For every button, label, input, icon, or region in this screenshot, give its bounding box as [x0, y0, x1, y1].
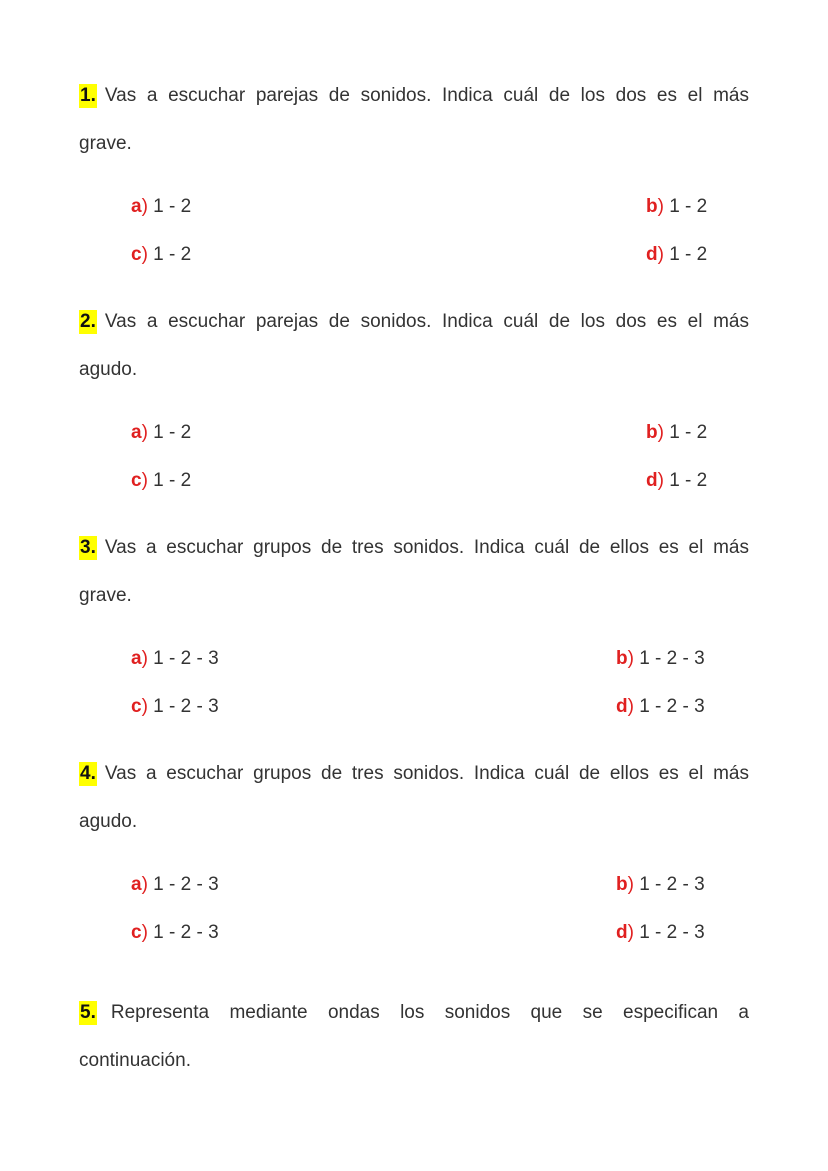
option-4d	[616, 921, 705, 945]
option-letter: a	[131, 648, 142, 669]
option-text: 1 - 2	[147, 422, 192, 443]
option-letter: b	[616, 874, 628, 895]
option-paren: )	[141, 696, 148, 717]
option-letter: a	[131, 196, 142, 217]
option-4a	[131, 873, 219, 897]
option-text: 1 - 2	[663, 470, 708, 491]
option-2b	[646, 421, 707, 445]
option-text: 1 - 2	[663, 422, 708, 443]
option-paren: )	[657, 244, 664, 265]
option-text: 1 - 2	[663, 244, 708, 265]
question-2-line1	[79, 310, 749, 334]
option-text: 1 - 2	[663, 196, 708, 217]
question-5	[79, 1001, 749, 1073]
option-text: 1 - 2 - 3	[633, 648, 705, 669]
question-number: 3.	[80, 537, 96, 558]
option-4c	[131, 921, 219, 945]
option-3d	[616, 695, 705, 719]
option-letter: d	[616, 696, 628, 717]
option-paren: )	[141, 470, 148, 491]
question-number: 1.	[80, 85, 96, 106]
question-text: Representa mediante ondas los sonidos que se especifican a	[110, 1002, 749, 1023]
question-2	[79, 310, 749, 382]
question-2-line2: agudo.	[79, 359, 138, 380]
question-3-line2: grave.	[79, 585, 132, 606]
option-3c	[131, 695, 219, 719]
option-letter: d	[616, 922, 628, 943]
option-paren: )	[657, 470, 664, 491]
question-3-line1	[79, 536, 749, 560]
option-1b	[646, 195, 707, 219]
option-paren: )	[141, 244, 148, 265]
option-paren: )	[627, 874, 634, 895]
option-4b	[616, 873, 705, 897]
option-text: 1 - 2 - 3	[147, 648, 219, 669]
question-5-line2: continuación.	[79, 1050, 191, 1071]
option-text: 1 - 2 - 3	[147, 874, 219, 895]
option-paren: )	[657, 196, 664, 217]
option-3b	[616, 647, 705, 671]
option-paren: )	[141, 648, 148, 669]
option-letter: c	[131, 696, 142, 717]
question-5-line1	[79, 1001, 749, 1025]
option-text: 1 - 2 - 3	[633, 696, 705, 717]
option-text: 1 - 2 - 3	[633, 922, 705, 943]
option-text: 1 - 2 - 3	[633, 874, 705, 895]
option-1a	[131, 195, 191, 219]
question-text: Vas a escuchar parejas de sonidos. Indica cuál de los dos es el más	[104, 85, 749, 106]
question-4-line1	[79, 762, 749, 786]
option-text: 1 - 2	[147, 196, 192, 217]
question-4-line2: agudo.	[79, 811, 138, 832]
option-text: 1 - 2	[147, 470, 192, 491]
option-letter: b	[646, 422, 658, 443]
question-number: 2.	[80, 311, 96, 332]
question-1	[79, 84, 749, 156]
option-paren: )	[627, 922, 634, 943]
option-paren: )	[141, 874, 148, 895]
option-text: 1 - 2	[147, 244, 192, 265]
option-paren: )	[141, 196, 148, 217]
question-4	[79, 762, 749, 834]
option-text: 1 - 2 - 3	[147, 696, 219, 717]
question-1-line2: grave.	[79, 133, 132, 154]
option-letter: d	[646, 470, 658, 491]
option-letter: b	[646, 196, 658, 217]
option-letter: c	[131, 244, 142, 265]
option-letter: a	[131, 422, 142, 443]
option-1c	[131, 243, 191, 267]
question-text: Vas a escuchar grupos de tres sonidos. Indica cuál de ellos es el más	[104, 537, 749, 558]
option-paren: )	[627, 696, 634, 717]
option-paren: )	[141, 422, 148, 443]
option-2a	[131, 421, 191, 445]
option-1d	[646, 243, 707, 267]
option-paren: )	[141, 922, 148, 943]
question-text: Vas a escuchar grupos de tres sonidos. Indica cuál de ellos es el más	[104, 763, 749, 784]
option-2d	[646, 469, 707, 493]
question-1-line1	[79, 84, 749, 108]
question-text: Vas a escuchar parejas de sonidos. Indica cuál de los dos es el más	[104, 311, 749, 332]
option-3a	[131, 647, 219, 671]
option-letter: a	[131, 874, 142, 895]
option-letter: b	[616, 648, 628, 669]
option-letter: c	[131, 470, 142, 491]
question-number: 4.	[80, 763, 96, 784]
question-3	[79, 536, 749, 608]
option-letter: d	[646, 244, 658, 265]
option-paren: )	[657, 422, 664, 443]
option-paren: )	[627, 648, 634, 669]
question-number: 5.	[80, 1002, 96, 1023]
option-text: 1 - 2 - 3	[147, 922, 219, 943]
option-2c	[131, 469, 191, 493]
option-letter: c	[131, 922, 142, 943]
